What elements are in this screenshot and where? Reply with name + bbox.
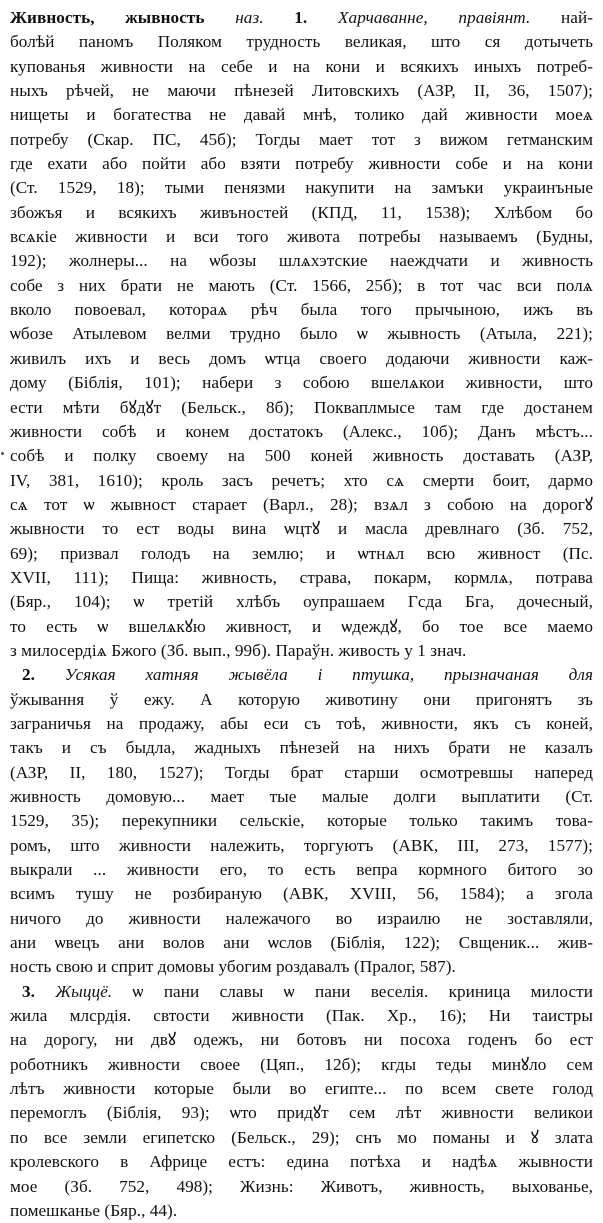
text-line: где ехати або пойти або взяти потребу живности собе и на кони	[10, 154, 593, 174]
text-line: кролевского в Африце естъ: едина потѣха и надѣѧ жывности	[10, 1152, 593, 1172]
text-line: 1529, 35); перекупники сельскіе, которые только такимъ това-	[10, 811, 593, 831]
text-line: такъ и съ быдла, жадныхъ пѣнезей на нихъ брати не казалъ	[10, 738, 593, 758]
text-line: ность свою и сприт домовы убогим роздавалъ (Пралог, 587).	[10, 957, 456, 977]
text-line: ныхъ рѣчей, не маючи пѣнезей Литовскихъ (АЗР, II, 36, 1507);	[10, 81, 593, 101]
text-line	[10, 980, 593, 1004]
text-line: (Ст. 1529, 18); тыми пенязми накупити на замъки украинъные	[10, 178, 593, 198]
text-line: ани ѡвецъ ани волов ани ѡслов (Біблія, 122); Свщеник... жив-	[10, 933, 593, 953]
text-line: выкрали ... живности его, то есть вепра кормного битого зо	[10, 860, 593, 880]
text-line: живилъ ихъ и весь домъ ѡтца своего додаючи живности каж-	[10, 348, 593, 368]
text-line: сѧ тот ѡ жывност старает (Варл., 28); взѧл з собою на дорогꙋ	[10, 494, 593, 514]
text-line: на дорогу, ни двꙋ одежъ, ни ботовъ ни посоха годенъ бо ест	[10, 1030, 593, 1050]
sense-gloss-part: Усякая хатняя жывёла і птушка, прызначаная для	[64, 665, 593, 685]
text-line: IV, 381, 1610); кроль засъ речетъ; хто сѧ смерти боит, дармо	[10, 470, 593, 490]
text-line: живности собѣ и конем достатокъ (Алекс., 10б); Данъ мѣстъ...	[10, 421, 593, 441]
text-line: роботникъ живности своее (Цяп., 12б); кгды теды минꙋло сем	[10, 1054, 593, 1074]
text-line: лѣтъ живности которые были во египте... по всем свете голод	[10, 1079, 593, 1099]
text-line: мое (Зб. 752, 498); Жизнь: Животъ, живность, выхованье,	[10, 1176, 593, 1196]
text-line: (Бяр., 104); ѡ третій хлѣбъ оупрашаем Гсда Бга, дочесный,	[10, 592, 593, 612]
sense-number: 1.	[294, 8, 308, 27]
sense-gloss: Харчаванне, правіянт.	[338, 8, 531, 27]
text-line: то есть ѡ вшелѧкꙋю живност, и ѡдеждꙋ, бо тое все маемо	[10, 616, 593, 636]
text-line: ромъ, што живности належить, торгуютъ (АВК, III, 273, 1577);	[10, 835, 593, 855]
text-line: ѡбозе Атылевом велми трудно было ѡ жывность (Атыла, 221);	[10, 324, 593, 344]
text-line: собе з них брати не мають (Ст. 1566, 25б); в тот час вси полѧ	[10, 275, 593, 295]
text-line: по все земли египетско (Бельск., 29); снъ мо поманы и ꙋ злата	[10, 1127, 593, 1147]
sense-gloss: Жыццё.	[55, 981, 113, 1001]
sense-number: 3.	[22, 981, 35, 1001]
text-line: XVII, 111); Пища: живность, страва, покарм, кормлѧ, потрава	[10, 567, 593, 587]
headword: Живность, жывность	[10, 8, 205, 27]
text-line	[10, 663, 593, 687]
text-line: всѧкіе живности и вси того живота потребы называемъ (Будны,	[10, 227, 593, 247]
text-line: ўжывання ў ежу. А которую животину они пригонятъ зъ	[10, 689, 593, 709]
text-line: перемоглъ (Біблія, 93); ѡто придꙋт сем лѣт живности великои	[10, 1103, 593, 1123]
text-line: жила млсрдія. свтости живности (Пак. Хр., 16); Ни таистры	[10, 1006, 593, 1026]
text-line: 69); призвал голодъ на землю; и ѡтнѧл всю живност (Пс.	[10, 543, 593, 563]
text-line: вколо повоевал, котораѧ рѣч была того прычыною, ижъ въ	[10, 300, 593, 320]
margin-dot	[1, 452, 4, 455]
text-line: заграничья на продажу, абы еси съ тоѣ, живности, якъ съ коней,	[10, 713, 593, 733]
text-line: дому (Біблія, 101); набери з собою вшелѧкои живности, што	[10, 373, 593, 393]
text-line: болѣй паномъ Поляком трудность великая, што ся дотычеть	[10, 32, 593, 52]
text-line: (АЗР, II, 180, 1527); Тогды брат старши осмотревшы наперед	[10, 762, 593, 782]
line-text: ѡ пани славы ѡ пани веселія. криница милости	[132, 981, 593, 1001]
grammar-label: наз.	[235, 8, 264, 27]
text-line: всимъ тушу не розбираную (АВК, XVIII, 56, 1584); а згола	[10, 884, 593, 904]
text-line: потребу (Скар. ПС, 45б); Тогды мает тот з вижом гетманским	[10, 129, 593, 149]
text-line: жывности то ест воды вина ѡцтꙋ и масла древлнаго (Зб. 752,	[10, 519, 593, 539]
text-line: нищеты и богатества не давай мнѣ, толико дай живности моеѧ	[10, 105, 593, 125]
text-line: собѣ и полку своему на 500 коней живность доставать (АЗР,	[10, 446, 593, 466]
text-line: живность домовую... мает тые малые долги выплатити (Ст.	[10, 787, 593, 806]
text-line: помешканье (Бяр., 44).	[10, 1200, 178, 1220]
text-line: ести мѣти бꙋдꙋт (Бельск., 8б); Покваплмысе там где достанем	[10, 397, 593, 417]
text-line: збожъя и всякихъ живъностей (КПД, 11, 1538); Хлѣбом бо	[10, 202, 593, 222]
text-line	[10, 6, 593, 30]
text-line: купованья живности на себе и на кони и всякихъ иныхъ потреб-	[10, 56, 593, 76]
text-line: ничого до живности належачого во израилю не зоставляли,	[10, 908, 593, 928]
sense-number: 2.	[22, 665, 35, 685]
text-line: з милосердіѧ Бжого (Зб. вып., 99б). Параўн. живость у 1 знач.	[10, 640, 467, 660]
line-text: най-	[561, 8, 593, 27]
text-line: 192); жолнеры... на ѡбозы шлѧхэтские наеждчати и живность	[10, 251, 593, 271]
